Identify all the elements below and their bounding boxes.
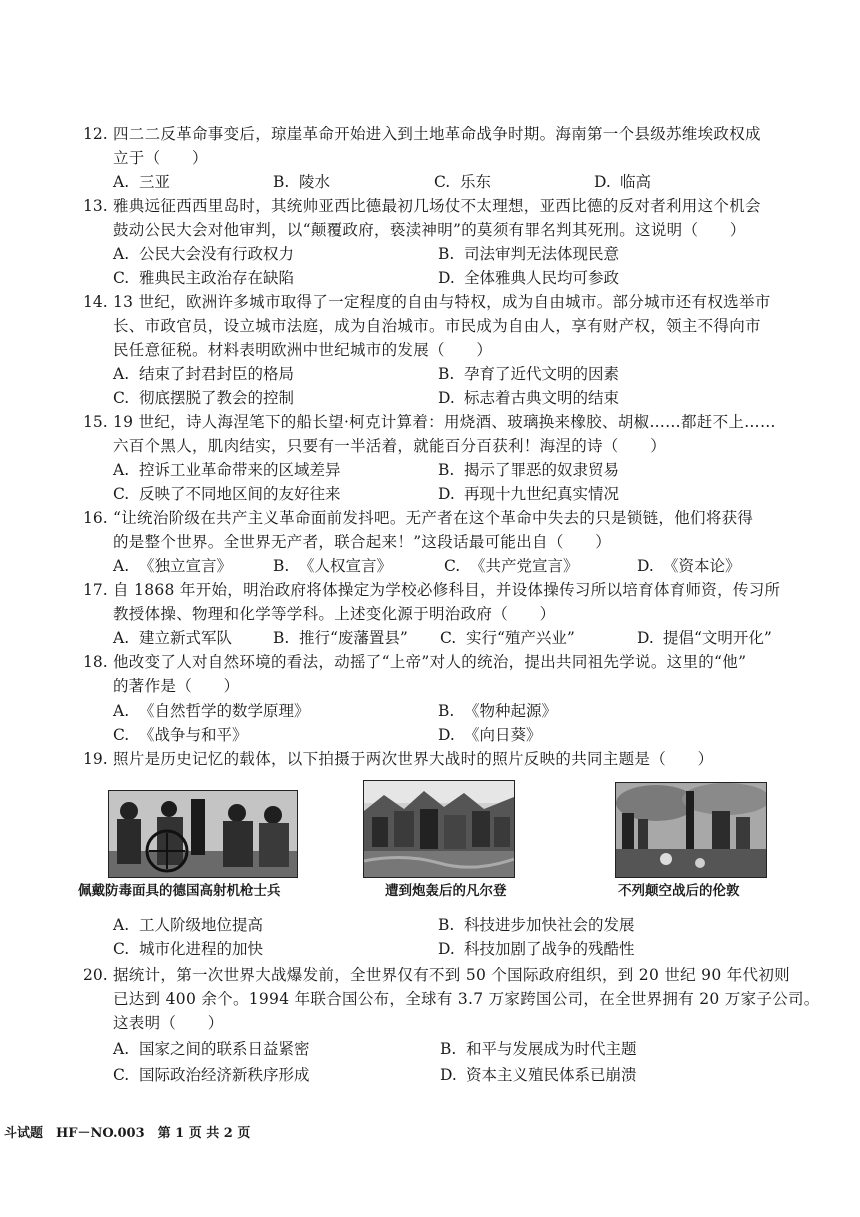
question-text: 鼓动公民大会对他审判，以“颠覆政府，亵渎神明”的莫须有罪名判其死刑。这说明（ ） (113, 221, 746, 239)
option-b[interactable]: B. 《物种起源》 (438, 702, 558, 720)
option-c[interactable]: C. 《战争与和平》 (113, 726, 248, 744)
option-b[interactable]: B. 科技进步加快社会的发展 (438, 916, 635, 934)
question-text: 六百个黑人，肌肉结实，只要有一半活着，就能百分百获利！海涅的诗（ ） (113, 437, 667, 455)
question-text: 长、市政官员，设立城市法庭，成为自治城市。市民成为自由人，享有财产权，领主不得向市 (113, 317, 761, 335)
question-text: 的是整个世界。全世界无产者，联合起来！”这段话最可能出自（ ） (113, 533, 612, 551)
question-text: 自 1868 年开始，明治政府将体操定为学校必修科目，并设体操传习所以培育体育师资，传习所 (113, 581, 781, 599)
question-text: 四二二反革命事变后，琼崖革命开始进入到土地革命战争时期。海南第一个县级苏维埃政权成 (113, 125, 761, 143)
question-number: 14. (83, 293, 108, 311)
question-number: 16. (83, 509, 108, 527)
question-text: 立于（ ） (113, 149, 208, 167)
question-number: 17. (83, 581, 108, 599)
option-d[interactable]: D. 全体雅典人民均可参政 (438, 269, 620, 287)
option-b[interactable]: B. 《人权宣言》 (273, 557, 393, 575)
option-b[interactable]: B. 孕育了近代文明的因素 (438, 365, 620, 383)
option-a[interactable]: A. 工人阶级地位提高 (113, 916, 264, 934)
option-d[interactable]: D. 标志着古典文明的结束 (438, 389, 620, 407)
question-text: 这表明（ ） (113, 1014, 224, 1032)
option-a[interactable]: A. 国家之间的联系日益紧密 (113, 1040, 310, 1058)
option-a[interactable]: A. 控诉工业革命带来的区域差异 (113, 461, 341, 479)
option-d[interactable]: D. 《向日葵》 (438, 726, 542, 744)
question-text: 雅典远征西西里岛时，其统帅亚西比德最初几场仗不太理想，亚西比德的反对者利用这个机会 (113, 197, 761, 215)
photo-image (364, 781, 514, 877)
option-b[interactable]: B. 陵水 (273, 173, 331, 191)
option-d[interactable]: D. 科技加剧了战争的残酷性 (438, 940, 635, 958)
question-number: 13. (83, 197, 108, 215)
option-c[interactable]: C. 《共产党宣言》 (444, 557, 579, 575)
option-c[interactable]: C. 乐东 (434, 173, 492, 191)
question-text: 19 世纪，诗人海涅笔下的船长望·柯克计算着：用烧酒、玻璃换来橡胶、胡椒……都赶不上…… (113, 413, 776, 431)
question-text: 的著作是（ ） (113, 677, 240, 695)
question-number: 20. (83, 966, 108, 984)
option-c[interactable]: C. 雅典民主政治存在缺陷 (113, 269, 295, 287)
option-c[interactable]: C. 彻底摆脱了教会的控制 (113, 389, 295, 407)
option-a[interactable]: A. 建立新式军队 (113, 629, 233, 647)
question-text: 他改变了人对自然环境的看法，动摇了“上帝”对人的统治，提出共同祖先学说。这里的“他” (113, 653, 747, 671)
question-number: 12. (83, 125, 108, 143)
question-number: 15. (83, 413, 108, 431)
option-a[interactable]: A. 公民大会没有行政权力 (113, 245, 295, 263)
option-d[interactable]: D. 提倡“文明开化” (637, 629, 772, 647)
option-a[interactable]: A. 结束了封君封臣的格局 (113, 365, 295, 383)
photo-caption: 遭到炮轰后的凡尔登 (385, 883, 507, 899)
option-d[interactable]: D. 《资本论》 (637, 557, 741, 575)
photo-caption: 不列颠空战后的伦敦 (618, 883, 740, 899)
question-number: 18. (83, 653, 108, 671)
question-text: “让统治阶级在共产主义革命面前发抖吧。无产者在这个革命中失去的只是锁链，他们将获得 (113, 509, 754, 527)
option-d[interactable]: D. 资本主义殖民体系已崩溃 (440, 1066, 637, 1084)
option-d[interactable]: D. 再现十九世纪真实情况 (438, 485, 620, 503)
photo-image (109, 791, 297, 877)
option-a[interactable]: A. 《独立宣言》 (113, 557, 233, 575)
question-text: 已达到 400 余个。1994 年联合国公布，全球有 3.7 万家跨国公司，在全世界拥有 20 万家子公司。 (113, 990, 820, 1008)
photo-german-soldiers (108, 790, 298, 878)
question-text: 照片是历史记忆的载体，以下拍摄于两次世界大战时的照片反映的共同主题是（ ） (113, 750, 714, 768)
photo-caption: 佩戴防毒面具的德国高射机枪士兵 (78, 883, 281, 899)
question-text: 13 世纪，欧洲许多城市取得了一定程度的自由与特权，成为自由城市。部分城市还有权选举市 (113, 293, 771, 311)
option-b[interactable]: B. 推行“废藩置县” (273, 629, 408, 647)
question-text: 据统计，第一次世界大战爆发前，全世界仅有不到 50 个国际政府组织，到 20 世纪 90 年代初则 (113, 966, 790, 984)
option-b[interactable]: B. 揭示了罪恶的奴隶贸易 (438, 461, 620, 479)
option-c[interactable]: C. 国际政治经济新秩序形成 (113, 1066, 310, 1084)
option-b[interactable]: B. 司法审判无法体现民意 (438, 245, 620, 263)
option-d[interactable]: D. 临高 (594, 173, 652, 191)
option-a[interactable]: A. 三亚 (113, 173, 171, 191)
option-c[interactable]: C. 实行“殖产兴业” (440, 629, 575, 647)
photo-london-blitz (615, 782, 767, 878)
page-footer: 斗试题 HF－NO.003 第 1 页 共 2 页 (4, 1126, 251, 1141)
question-text: 民任意征税。材料表明欧洲中世纪城市的发展（ ） (113, 341, 493, 359)
question-number: 19. (83, 750, 108, 768)
option-c[interactable]: C. 城市化进程的加快 (113, 940, 264, 958)
photo-image (616, 783, 766, 877)
photo-verdun-ruins (363, 780, 515, 878)
question-text: 教授体操、物理和化学等学科。上述变化源于明治政府（ ） (113, 605, 556, 623)
option-a[interactable]: A. 《自然哲学的数学原理》 (113, 702, 310, 720)
option-b[interactable]: B. 和平与发展成为时代主题 (440, 1040, 637, 1058)
option-c[interactable]: C. 反映了不同地区间的友好往来 (113, 485, 341, 503)
